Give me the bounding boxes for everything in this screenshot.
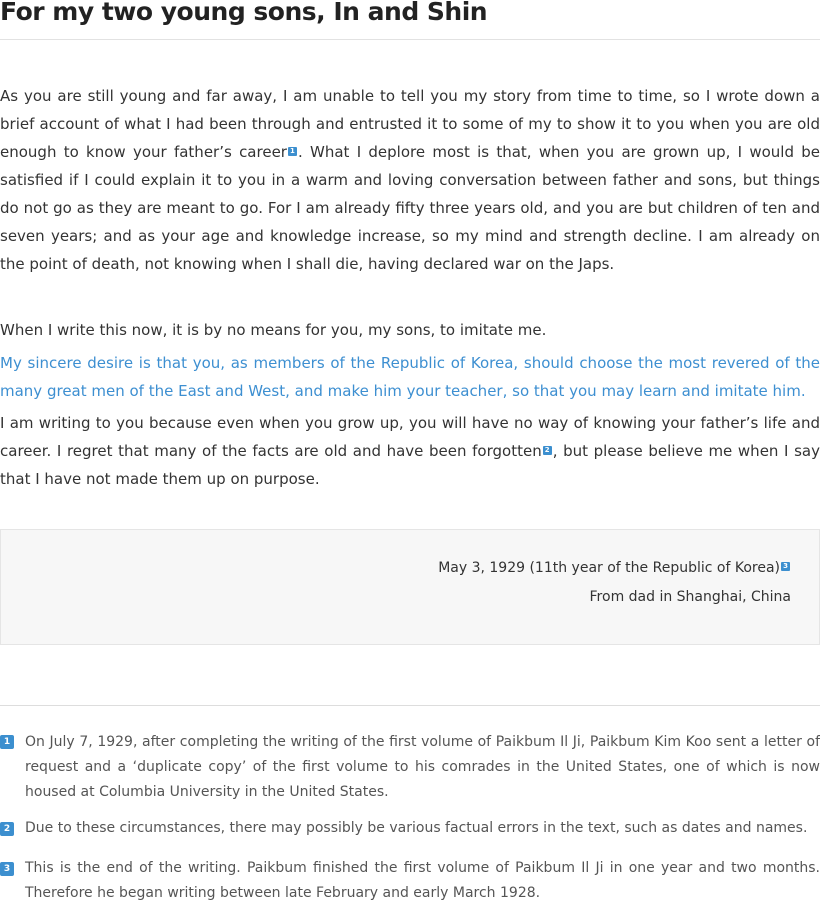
footnote-3-badge[interactable]: 3 <box>0 862 14 876</box>
footnote-2-text: Due to these circumstances, there may possibly be various factual errors in the text, such as dates and names. <box>25 820 808 836</box>
footnote-2-badge[interactable]: 2 <box>0 822 14 836</box>
footnote-1-text: On July 7, 1929, after completing the writing of the first volume of Paikbum Il Ji, Paikbum Kim Koo sent a letter of request and a ‘duplicate copy’ of the first volume to his comrades in the United States, one of which is now housed at Columbia University in the United States. <box>25 734 820 800</box>
footnote-3-text: This is the end of the writing. Paikbum finished the first volume of Paikbum Il Ji in one year and two months. Therefore he began writing between late February and early March 1928. <box>25 860 820 901</box>
paragraph-1-text-a: As you are still young and far away, I am unable to tell you my story from time to time, so I wrote down a brief account of what I had been through and entrusted it to some of my to show it to you when you are old enough to know your father’s career <box>0 87 820 161</box>
paragraph-1 <box>0 82 820 278</box>
footnote-ref-3[interactable]: 3 <box>781 562 790 571</box>
paragraph-4 <box>0 409 820 493</box>
signature-date: May 3, 1929 (11th year of the Republic of Korea) <box>438 560 780 576</box>
footnote-ref-2[interactable]: 2 <box>543 446 552 455</box>
signature-date-line <box>438 560 791 576</box>
footnote-ref-1[interactable]: 1 <box>288 147 297 156</box>
footnotes-divider <box>0 705 820 706</box>
signature-box <box>0 529 820 645</box>
paragraph-4-text-b: , but please believe me when I say that I have not made them up on purpose. <box>0 442 820 488</box>
page-title: For my two young sons, In and Shin <box>0 0 488 26</box>
signature-from: From dad in Shanghai, China <box>589 589 791 605</box>
title-divider <box>0 39 820 40</box>
footnote-1-badge[interactable]: 1 <box>0 735 14 749</box>
paragraph-2: When I write this now, it is by no means for you, my sons, to imitate me. <box>0 321 547 339</box>
paragraph-1-text-b: . What I deplore most is that, when you are grown up, I would be satisfied if I could explain it to you in a warm and loving conversation between father and sons, but things do not go as they are meant to go. For I am already fifty three years old, and you are but children of ten and seven years; and as your age and knowledge increase, so my mind and strength decline. I am already on the point of death, not knowing when I shall die, having declared war on the Japs. <box>0 143 820 273</box>
highlighted-paragraph: My sincere desire is that you, as members of the Republic of Korea, should choose the most revered of the many great men of the East and West, and make him your teacher, so that you may learn and imitate him. <box>0 354 820 400</box>
paragraph-4-text-a: I am writing to you because even when you grow up, you will have no way of knowing your father’s life and career. I regret that many of the facts are old and have been forgotten <box>0 414 820 460</box>
